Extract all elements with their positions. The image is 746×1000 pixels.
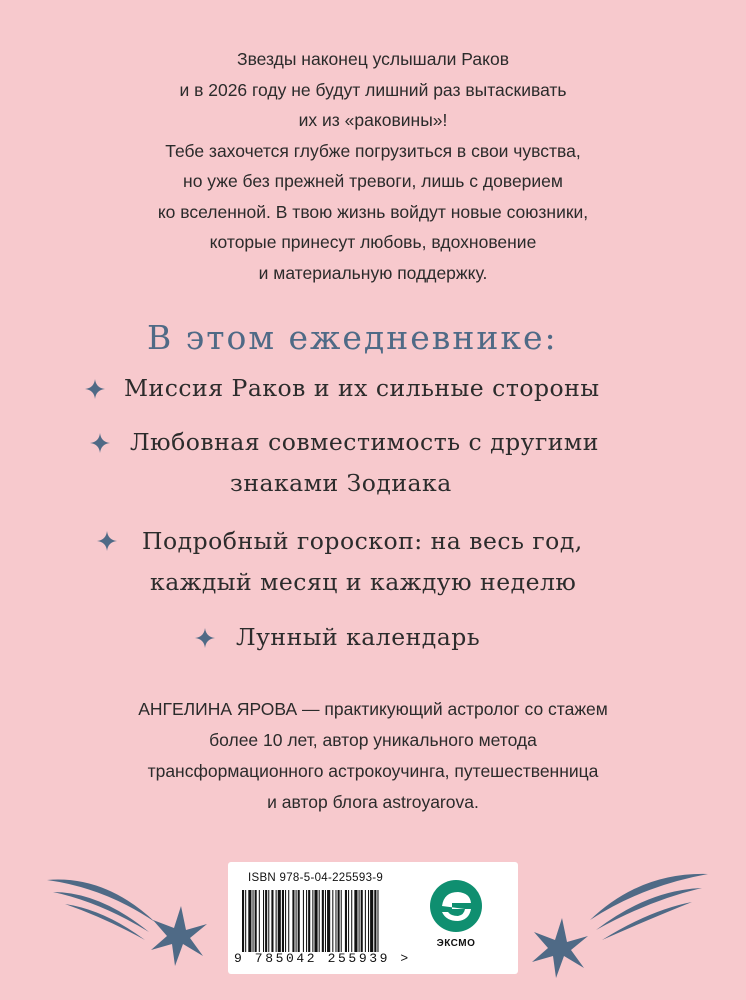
feature-text: Лунный календарь bbox=[236, 623, 481, 651]
feature-item bbox=[130, 419, 599, 465]
feature-text: Миссия Раков и их сильные стороны bbox=[124, 374, 600, 402]
feature-item bbox=[236, 614, 480, 660]
barcode-bar bbox=[285, 890, 286, 952]
barcode-bar bbox=[359, 890, 360, 952]
barcode-bar bbox=[263, 890, 264, 952]
barcode-bar bbox=[242, 890, 244, 952]
intro-line: которые принесут любовь, вдохновение bbox=[209, 232, 537, 252]
barcode-bar bbox=[245, 890, 246, 952]
feature-text: Любовная совместимость с другими bbox=[130, 428, 599, 456]
barcode-bar bbox=[253, 890, 254, 952]
barcode-bar bbox=[312, 890, 313, 952]
barcode-box bbox=[228, 862, 518, 974]
barcode-bar bbox=[268, 890, 269, 952]
barcode-bar bbox=[296, 890, 297, 952]
barcode-bar bbox=[368, 890, 369, 952]
sparkle-icon bbox=[85, 379, 105, 399]
barcode-bar bbox=[248, 890, 251, 952]
intro-text bbox=[60, 44, 686, 288]
author-line: АНГЕЛИНА ЯРОВА — практикующий астролог со стажем bbox=[138, 699, 608, 719]
author-line: более 10 лет, автор уникального метода bbox=[209, 730, 537, 750]
barcode-bar bbox=[292, 890, 294, 952]
intro-line: ко вселенной. В твою жизнь войдут новые союзники, bbox=[157, 201, 589, 222]
shooting-star-icon bbox=[510, 860, 710, 980]
barcode-bar bbox=[374, 890, 376, 952]
barcode-bar bbox=[259, 890, 260, 952]
barcode-bar bbox=[308, 890, 310, 952]
sparkle-icon bbox=[97, 531, 117, 551]
barcode-bar bbox=[354, 890, 357, 952]
barcode-digits: 9 785042 255939 > bbox=[234, 951, 411, 966]
barcode-bar bbox=[348, 890, 349, 952]
barcode-bar bbox=[271, 890, 273, 952]
barcode-bar bbox=[322, 890, 324, 952]
barcode-bar bbox=[370, 890, 373, 952]
sparkle-icon bbox=[90, 433, 110, 453]
intro-line: и в 2026 году не будут лишний раз вытаскивать bbox=[179, 79, 567, 100]
feature-item bbox=[124, 365, 600, 411]
intro-line: и материальную поддержку. bbox=[258, 262, 488, 283]
barcode-bar bbox=[278, 890, 281, 952]
publisher-name: ЭКСМО bbox=[436, 938, 476, 949]
feature-text: каждый месяц и каждую неделю bbox=[150, 568, 577, 596]
sparkle-icon bbox=[195, 628, 215, 648]
author-bio bbox=[50, 694, 696, 818]
barcode-bar bbox=[361, 890, 363, 952]
barcode-bar bbox=[345, 890, 347, 952]
barcode-bar bbox=[335, 890, 336, 952]
feature-item-continued bbox=[230, 460, 452, 506]
intro-line: Звезды наконец услышали Раков bbox=[237, 49, 509, 69]
intro-line: их из «раковины»! bbox=[298, 110, 448, 130]
barcode-bar bbox=[351, 890, 352, 952]
barcode-icon bbox=[242, 890, 414, 952]
feature-item bbox=[142, 518, 583, 564]
barcode-bar bbox=[306, 890, 307, 952]
barcode-bar bbox=[288, 890, 289, 952]
feature-item-continued bbox=[150, 559, 576, 605]
barcode-bar bbox=[314, 890, 317, 952]
features-heading: В этом ежедневнике: bbox=[147, 318, 558, 357]
feature-text: Подробный гороскоп: на весь год, bbox=[142, 527, 583, 555]
barcode-bar bbox=[325, 890, 326, 952]
barcode-bar bbox=[377, 890, 378, 952]
intro-line: но уже без прежней тревоги, лишь с доверием bbox=[183, 171, 563, 191]
barcode-bar bbox=[276, 890, 277, 952]
publisher-logo bbox=[416, 876, 496, 962]
barcode-bar bbox=[265, 890, 267, 952]
barcode-bar bbox=[319, 890, 320, 952]
barcode-bar bbox=[365, 890, 366, 952]
barcode-bar bbox=[338, 890, 340, 952]
barcode-bar bbox=[341, 890, 342, 952]
barcode-bar bbox=[282, 890, 284, 952]
barcode-bar bbox=[332, 890, 333, 952]
author-line: трансформационного астрокоучинга, путешественница bbox=[147, 761, 599, 781]
intro-line: Тебе захочется глубже погрузиться в свои чувства, bbox=[165, 140, 581, 161]
barcode-bar bbox=[298, 890, 300, 952]
isbn-label: ISBN 978-5-04-225593-9 bbox=[248, 872, 384, 884]
eksmo-logo-icon bbox=[416, 876, 496, 938]
barcode-bar bbox=[327, 890, 330, 952]
barcode-bar bbox=[303, 890, 304, 952]
barcode-bar bbox=[255, 890, 257, 952]
author-line: и автор блога astroyarova. bbox=[267, 792, 479, 812]
feature-text: знаками Зодиака bbox=[230, 469, 452, 497]
shooting-star-icon bbox=[45, 860, 225, 970]
